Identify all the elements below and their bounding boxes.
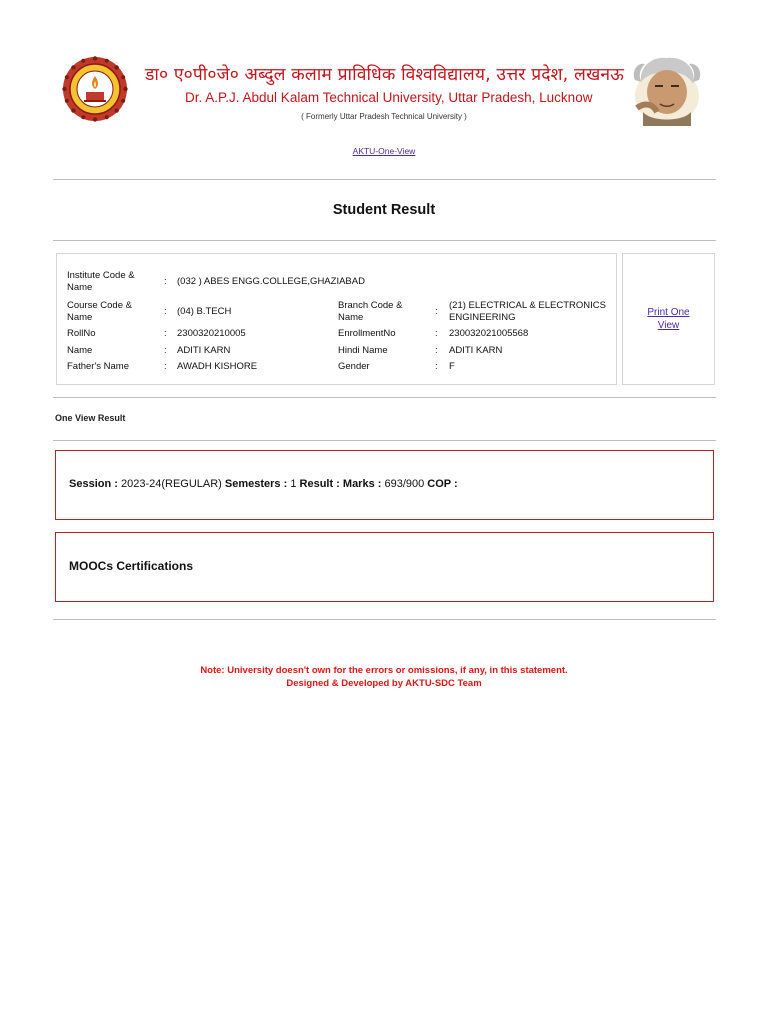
hindi-name-label: Hindi Name [338, 345, 388, 356]
footer-note [0, 664, 768, 690]
institute-value: (032 ) ABES ENGG.COLLEGE,GHAZIABAD [177, 276, 365, 287]
colon: : [435, 306, 438, 317]
course-label: Course Code & Name [67, 300, 132, 323]
hindi-name-value: ADITI KARN [449, 345, 503, 356]
divider [53, 619, 716, 620]
institute-label: Institute Code & Name [67, 270, 135, 293]
enrollment-label: EnrollmentNo [338, 328, 396, 339]
colon: : [164, 306, 167, 317]
moocs-title: MOOCs Certifications [69, 559, 194, 573]
session-label: Session : [69, 478, 121, 490]
divider [53, 240, 716, 241]
semesters-value: 1 [290, 478, 297, 490]
enrollment-value: 230032021005568 [449, 328, 529, 339]
rollno-label: RollNo [67, 328, 96, 339]
semesters-label: Semesters : [221, 478, 291, 490]
colon: : [435, 361, 438, 372]
colon: : [164, 345, 167, 356]
colon: : [164, 328, 167, 339]
university-title-english: Dr. A.P.J. Abdul Kalam Technical University, Uttar Pradesh, Lucknow [185, 90, 593, 105]
name-label: Name [67, 345, 93, 356]
marks-value: 693/900 [384, 478, 425, 490]
session-summary [69, 478, 458, 490]
name-value: ADITI KARN [177, 345, 231, 356]
course-value: (04) B.TECH [177, 306, 232, 317]
gender-label: Gender [338, 361, 370, 372]
disclaimer-text: Note: University doesn't own for the errors or omissions, if any, in this statement. [200, 665, 568, 676]
one-view-result-label: One View Result [55, 413, 126, 423]
rollno-value: 2300320210005 [177, 328, 246, 339]
branch-value: (21) ELECTRICAL & ELECTRONICS ENGINEERING [449, 300, 606, 323]
cop-label: COP : [424, 478, 458, 490]
print-one-view-link[interactable]: Print One View [647, 307, 690, 331]
developer-credit: Designed & Developed by AKTU-SDC Team [286, 678, 482, 689]
student-info-panel [56, 253, 617, 385]
father-name-label: Father's Name [67, 361, 130, 372]
university-title-hindi: डा० ए०पी०जे० अब्दुल कलाम प्राविधिक विश्वविद्यालय, उत्तर प्रदेश, लखनऊ [145, 65, 625, 85]
colon: : [435, 328, 438, 339]
page-title: Student Result [332, 202, 436, 218]
moocs-box[interactable] [55, 532, 714, 602]
colon: : [164, 361, 167, 372]
branch-label: Branch Code & Name [338, 300, 403, 323]
session-value: 2023-24(REGULAR) [120, 478, 222, 490]
father-name-value: AWADH KISHORE [177, 361, 258, 372]
divider [53, 397, 716, 398]
divider [53, 179, 716, 180]
result-marks-label: Result : Marks : [296, 478, 385, 490]
colon: : [164, 276, 167, 287]
page-header [0, 0, 768, 156]
session-result-box[interactable] [55, 450, 714, 520]
print-panel [622, 253, 715, 385]
gender-value: F [449, 361, 455, 372]
formerly-note: ( Formerly Uttar Pradesh Technical University ) [301, 112, 467, 121]
colon: : [435, 345, 438, 356]
divider [53, 440, 716, 441]
aktu-one-view-link[interactable]: AKTU-One-View [352, 146, 416, 156]
